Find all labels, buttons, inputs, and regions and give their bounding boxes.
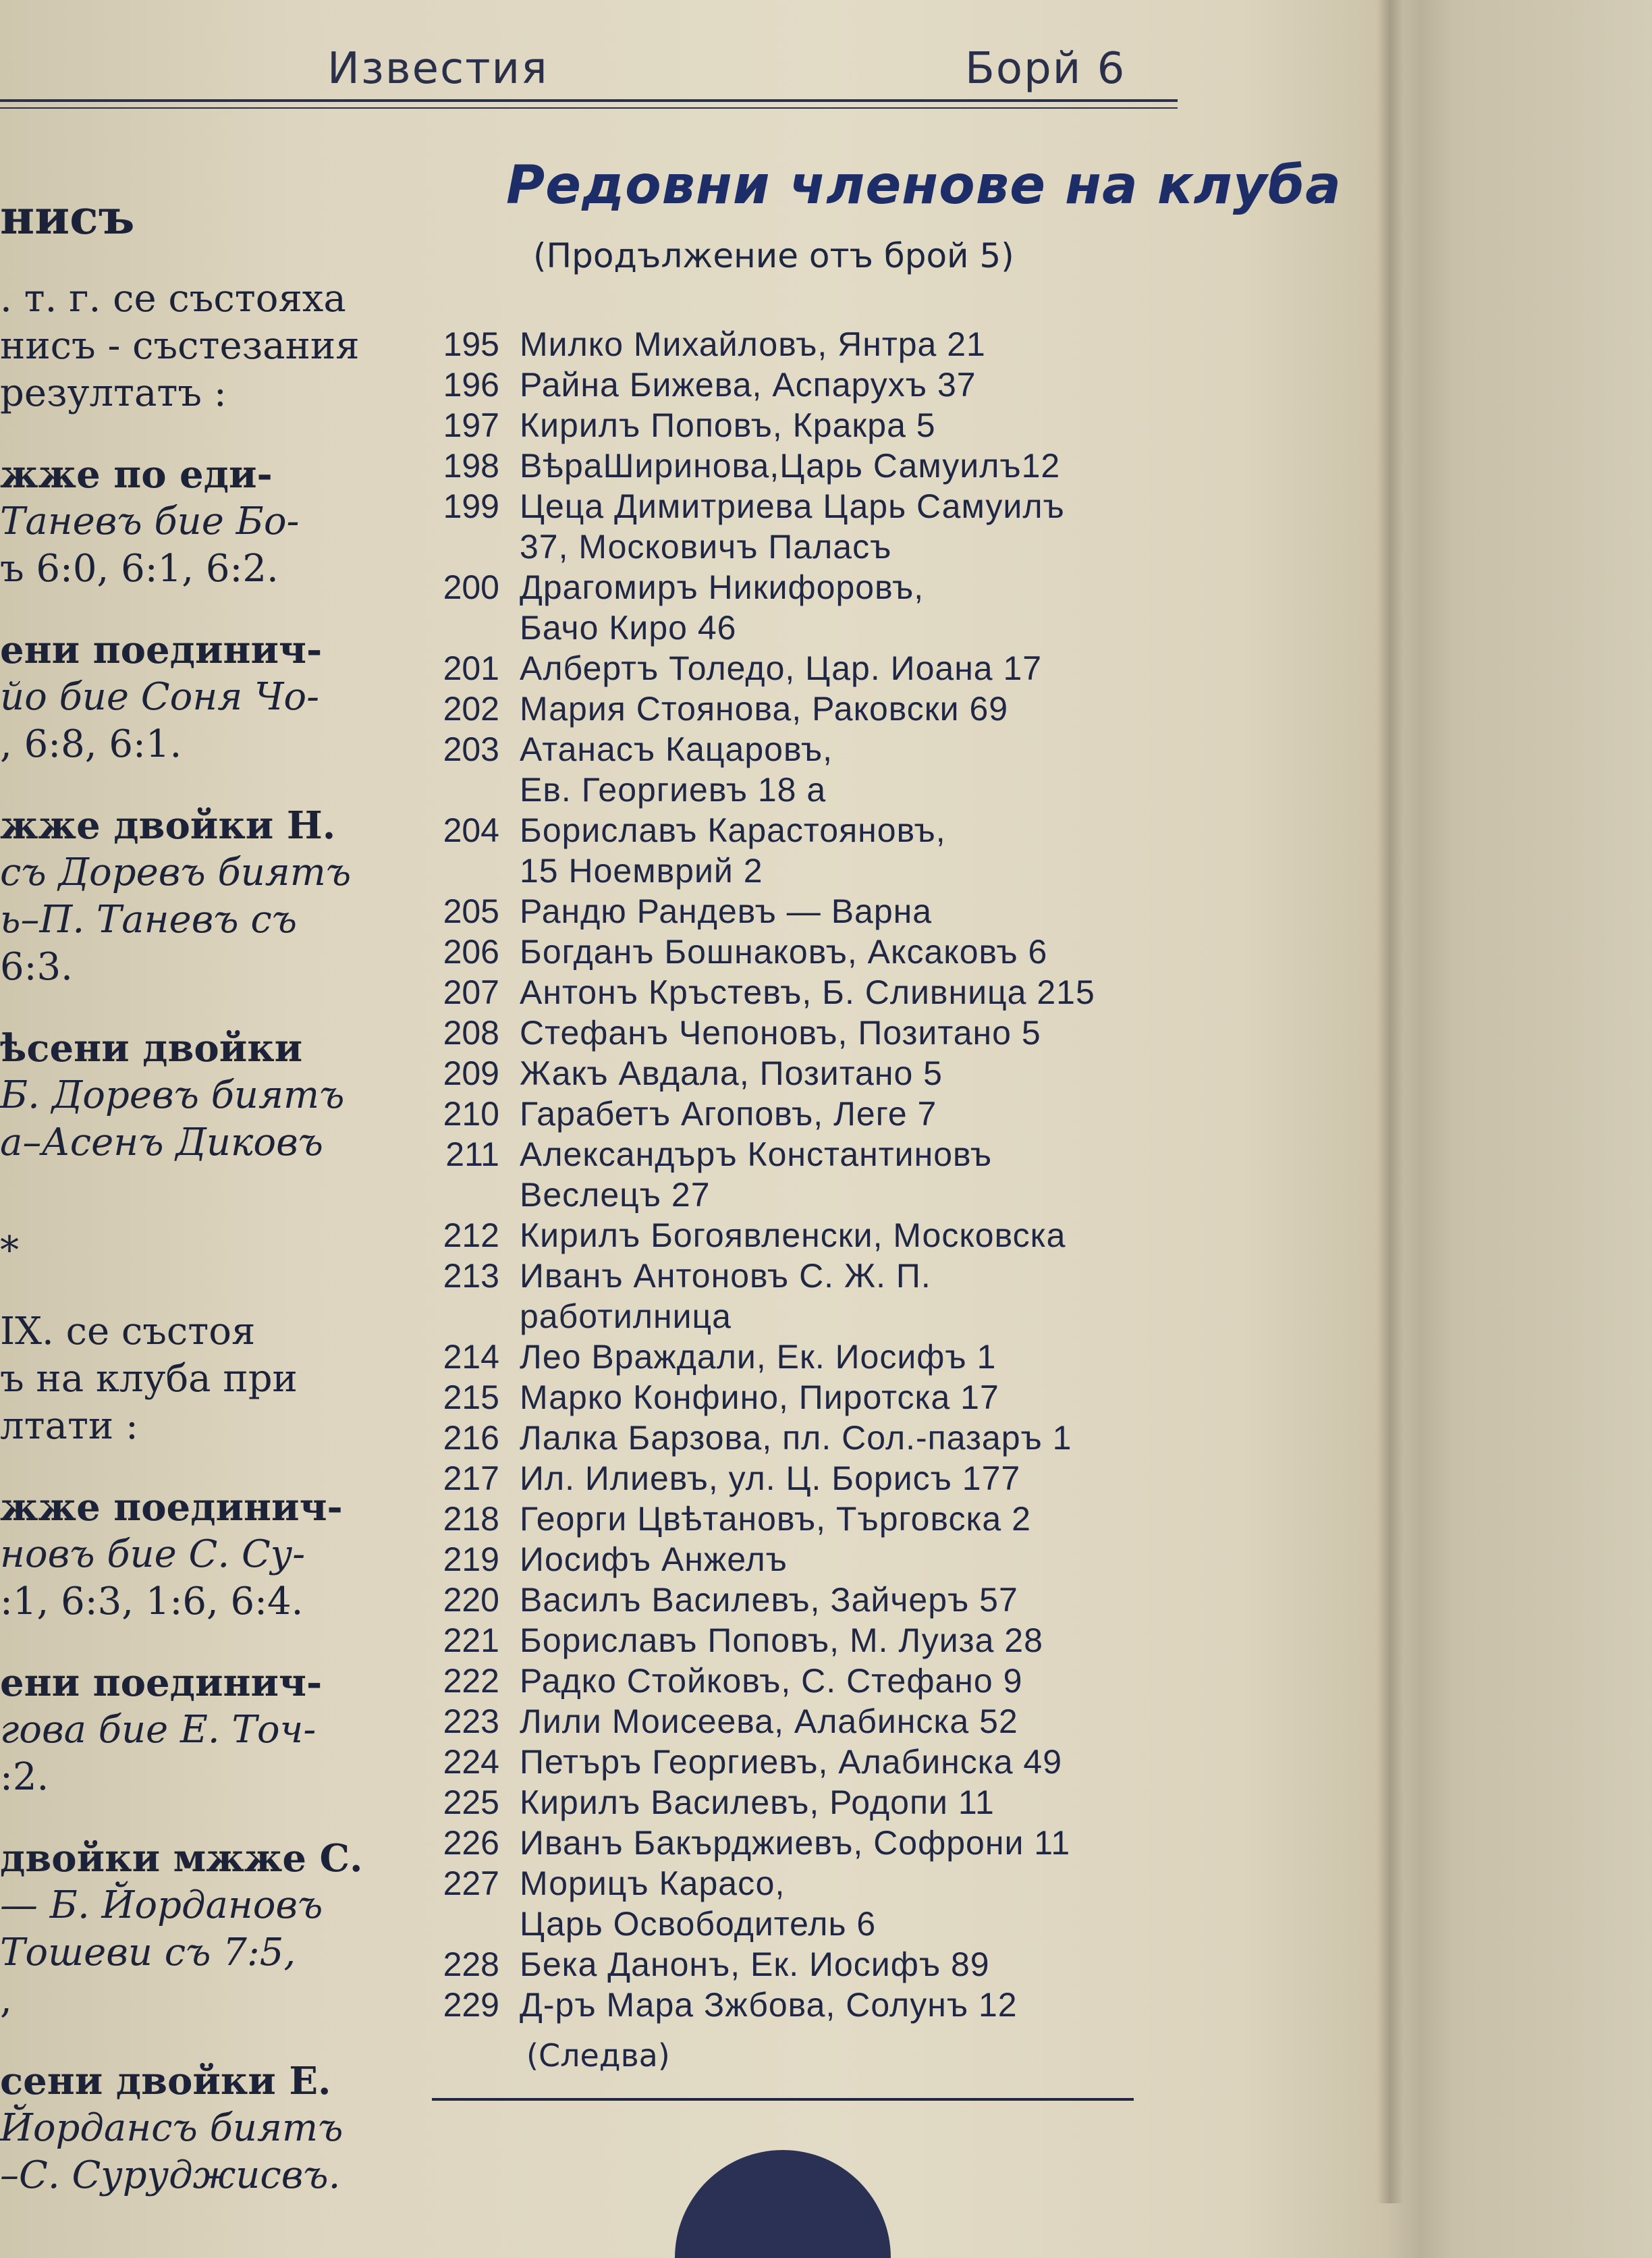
page-gutter-shadow (1377, 0, 1404, 2203)
member-name-address: Драгомиръ Никифоровъ, Бачо Киро 46 (520, 568, 925, 647)
member-number: 206 (443, 933, 499, 971)
header-rule (0, 99, 1178, 102)
running-header (0, 37, 1181, 111)
member-number: 203 (443, 730, 499, 768)
left-column-line: новъ бие С. Су- (0, 1532, 306, 1576)
member-number: 205 (443, 892, 499, 930)
member-number: 208 (443, 1014, 499, 1052)
member-number: 200 (443, 568, 499, 606)
left-column-line: двойки мжже С. (0, 1836, 363, 1881)
left-column-line: нисъ (0, 189, 135, 245)
left-column-line: . т. г. се състояха (0, 277, 346, 321)
member-name-address: Милко Михайловъ, Янтра 21 (520, 325, 986, 363)
left-column-line: йо бие Соня Чо- (0, 675, 320, 719)
member-number: 228 (443, 1945, 499, 1983)
left-column-line: ъ на клуба при (0, 1357, 298, 1401)
member-number: 196 (443, 366, 499, 404)
member-name-address: Василъ Василевъ, Зайчеръ 57 (520, 1581, 1018, 1619)
member-number: 214 (443, 1338, 499, 1376)
member-number: 202 (443, 690, 499, 728)
header-issue-number: Борй 6 (965, 44, 1126, 94)
header-rule-thin (0, 107, 1178, 109)
member-number: 211 (445, 1135, 499, 1173)
member-number: 195 (443, 325, 499, 363)
member-name-address: Гарабетъ Агоповъ, Леге 7 (520, 1095, 937, 1133)
member-name-address: Ил. Илиевъ, ул. Ц. Борисъ 177 (520, 1459, 1021, 1497)
member-number: 222 (443, 1662, 499, 1700)
left-column-line: ени поединич- (0, 628, 323, 672)
left-column-line: жже по еди- (0, 452, 273, 497)
member-number: 223 (443, 1702, 499, 1740)
left-column-line: жже поединич- (0, 1485, 343, 1530)
member-name-address: Петъръ Георгиевъ, Алабинска 49 (520, 1743, 1063, 1781)
member-name-address: Антонъ Кръстевъ, Б. Сливница 215 (520, 973, 1095, 1011)
member-number: 204 (443, 811, 499, 849)
left-column-line: ѣсени двойки (0, 1026, 303, 1071)
left-column-line: резултатъ : (0, 371, 227, 415)
member-name-address: Албертъ Толедо, Цар. Иоана 17 (520, 649, 1043, 687)
left-column-line: съ Доревъ биятъ (0, 851, 352, 894)
member-number: 218 (443, 1500, 499, 1538)
left-column-line: Йордансъ биятъ (0, 2106, 343, 2150)
member-number: 229 (443, 1986, 499, 2024)
member-name-address: Жакъ Авдала, Позитано 5 (520, 1054, 943, 1092)
member-number: 219 (443, 1540, 499, 1578)
left-column-line: 6:3. (0, 945, 73, 989)
left-column-article (0, 169, 391, 2197)
member-name-address: Кирилъ Василевъ, Родопи 11 (520, 1783, 995, 1821)
left-column-line: :1, 6:3, 1:6, 6:4. (0, 1580, 304, 1623)
member-name-address: Лалка Барзова, пл. Сол.-пазаръ 1 (520, 1419, 1072, 1457)
member-number: 227 (443, 1864, 499, 1902)
member-name-address: Александъръ Константиновъ Веслецъ 27 (520, 1135, 993, 1214)
member-number: 221 (443, 1621, 499, 1659)
left-column-line: нисъ - състезания (0, 324, 360, 368)
members-list-subtitle: (Продължение отъ брой 5) (533, 236, 1014, 275)
member-number: 212 (443, 1216, 499, 1254)
member-number: 226 (443, 1824, 499, 1862)
member-name-address: Лили Моисеева, Алабинска 52 (520, 1702, 1018, 1740)
left-column-line: жже двойки Н. (0, 803, 336, 848)
left-column-line: гова бие Е. Точ- (0, 1708, 316, 1752)
member-name-address: Кирилъ Поповъ, Кракра 5 (520, 406, 936, 444)
left-column-line: — Б. Йордановъ (0, 1883, 323, 1927)
member-name-address: Бека Данонъ, Ек. Иосифъ 89 (520, 1945, 990, 1983)
member-number: 225 (443, 1783, 499, 1821)
member-name-address: Кирилъ Богоявленски, Московска (520, 1216, 1066, 1254)
emblem-partial (675, 2150, 891, 2258)
member-name-address: Д-ръ Мара Зжбова, Солунъ 12 (520, 1986, 1018, 2024)
member-number: 224 (443, 1743, 499, 1781)
footer-rule (432, 2098, 1134, 2101)
left-column-line: ь–П. Таневъ съ (0, 898, 298, 942)
member-name-address: Атанасъ Кацаровъ, Ев. Георгиевъ 18 а (520, 730, 833, 809)
member-number: 215 (443, 1378, 499, 1416)
members-list-title: Редовни членове на клуба (506, 155, 1342, 216)
member-number: 213 (443, 1257, 499, 1295)
member-number: 216 (443, 1419, 499, 1457)
left-column-line: :2. (0, 1755, 49, 1799)
member-name-address: Стефанъ Чепоновъ, Позитано 5 (520, 1014, 1041, 1052)
header-title: Известия (327, 44, 549, 94)
member-name-address: Лео Враждали, Ек. Иосифъ 1 (520, 1338, 997, 1376)
member-number: 201 (443, 649, 499, 687)
left-column-line: –С. Суруджисвъ. (0, 2153, 341, 2197)
left-column-line: Таневъ бие Бо- (0, 500, 300, 543)
member-name-address: Бориславъ Карастояновъ, 15 Ноемврий 2 (520, 811, 946, 890)
member-name-address: Иосифъ Анжелъ (520, 1540, 788, 1578)
continued-note: (Следва) (526, 2037, 670, 2074)
member-name-address: Георги Цвѣтановъ, Търговска 2 (520, 1500, 1031, 1538)
member-number: 217 (443, 1459, 499, 1497)
member-number: 209 (443, 1054, 499, 1092)
member-number: 197 (443, 406, 499, 444)
member-number: 220 (443, 1581, 499, 1619)
left-column-line: сени двойки Е. (0, 2059, 331, 2103)
member-name-address: Мария Стоянова, Раковски 69 (520, 690, 1009, 728)
member-name-address: Иванъ Антоновъ С. Ж. П. работилница (520, 1257, 931, 1335)
member-name-address: Рандю Рандевъ — Варна (520, 892, 933, 930)
left-column-line: лтати : (0, 1404, 138, 1448)
member-name-address: Райна Бижева, Аспарухъ 37 (520, 366, 976, 404)
left-column-line: IX. се състоя (0, 1310, 256, 1353)
member-name-address: Иванъ Бакърджиевъ, Софрони 11 (520, 1824, 1071, 1862)
member-name-address: Радко Стойковъ, С. Стефано 9 (520, 1662, 1023, 1700)
member-name-address: Марко Конфино, Пиротска 17 (520, 1378, 999, 1416)
member-name-address: ВѣраШиринова,Царь Самуилъ12 (520, 447, 1061, 485)
left-column-line: ени поединич- (0, 1661, 323, 1705)
member-name-address: Морицъ Карасо, Царь Освободитель 6 (520, 1864, 877, 1943)
left-column-line: а–Асенъ Диковъ (0, 1121, 323, 1164)
left-column-line: ъ 6:0, 6:1, 6:2. (0, 547, 279, 591)
member-name-address: Бориславъ Поповъ, М. Луиза 28 (520, 1621, 1043, 1659)
left-column-line: * (0, 1229, 19, 1272)
left-column-line: , (0, 1978, 12, 2022)
left-column-line: Б. Доревъ биятъ (0, 1073, 345, 1117)
left-column-line: , 6:8, 6:1. (0, 722, 182, 766)
member-number: 198 (443, 447, 499, 485)
member-name-address: Богданъ Бошнаковъ, Аксаковъ 6 (520, 933, 1048, 971)
member-number: 207 (443, 973, 499, 1011)
left-column-line: Тошеви съ 7:5, (0, 1931, 296, 1974)
member-number: 199 (443, 487, 499, 525)
member-number: 210 (443, 1095, 499, 1133)
member-name-address: Цеца Димитриева Царь Самуилъ 37, Московичъ Паласъ (520, 487, 1065, 566)
